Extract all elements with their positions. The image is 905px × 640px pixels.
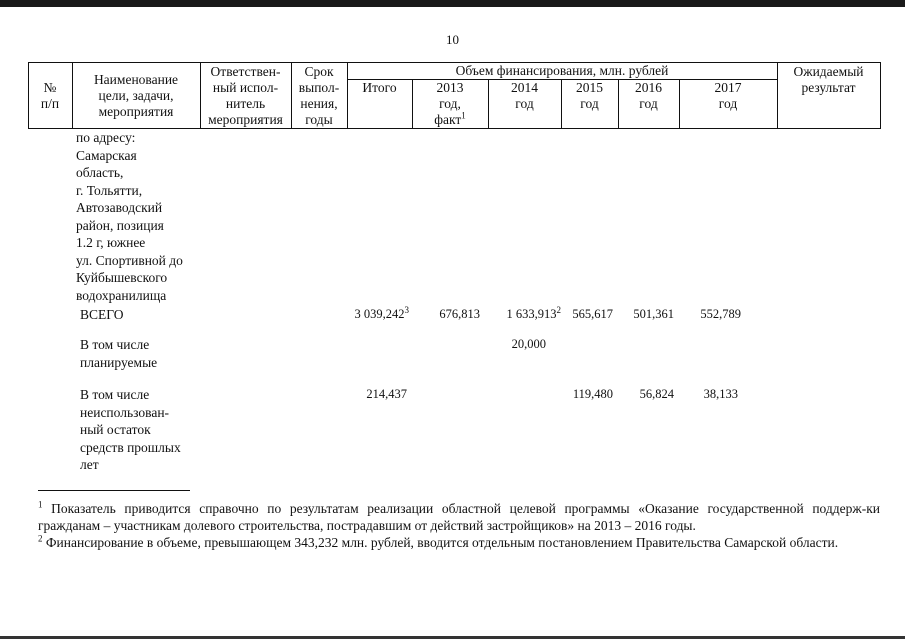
row-label: В том числе неиспользован- ный остаток средств прошлых лет <box>80 387 181 472</box>
page-number: 10 <box>446 32 459 47</box>
header-total: Итого <box>362 80 397 95</box>
header-name: Наименование цели, задачи, мероприятия <box>93 72 179 119</box>
y2014-value: 20,000 <box>511 337 546 351</box>
y2015-value: 119,480 <box>572 387 613 401</box>
header-2013: 2013 год, факт$^1$ <box>434 80 466 127</box>
header-2014: 2014 год <box>511 80 538 111</box>
y2017-value: 552,789 <box>700 307 741 321</box>
header-2017: 2017 год <box>714 80 742 111</box>
header-2015: 2015 год <box>576 80 603 111</box>
col-border <box>880 62 881 129</box>
header-financing-group: Объем финансирования, млн. рублей <box>455 63 669 78</box>
y2015-value: 565,617 <box>572 307 613 321</box>
y2013-value: 676,813 <box>439 307 480 321</box>
footnote-separator <box>38 490 190 491</box>
top-border-rule <box>0 0 905 7</box>
total-value: 3 039,242$^3$ <box>354 304 409 321</box>
row-label: ВСЕГО <box>80 307 124 322</box>
header-result: Ожидаемый результат <box>793 64 864 95</box>
footnote-2: $^2$ Финансирование в объеме, превышающем 343,232 млн. рублей, вводится отдельным постановлением Правительства Самарской области. <box>38 533 839 550</box>
header-responsible: Ответствен- ный испол- нитель мероприятия <box>208 64 283 127</box>
y2016-value: 56,824 <box>639 387 674 401</box>
row-label: В том числе планируемые <box>80 337 158 370</box>
y2017-value: 38,133 <box>703 387 738 401</box>
total-value: 214,437 <box>366 387 407 401</box>
header-num: № п/п <box>40 80 60 111</box>
header-2016: 2016 год <box>635 80 662 111</box>
footnote-1: $^1$ Показатель приводится справочно по результатам реализации областной целевой программы «Оказание государственной поддерж-ки гражданам – участникам долевого строительства, пострадавшим от действий застройщиков» на 2013 – 2016 годы. <box>38 499 880 533</box>
header-term: Срок выпол- нения, годы <box>298 64 340 127</box>
y2014-value: 1 633,913$^2$ <box>506 304 561 321</box>
y2016-value: 501,361 <box>633 307 674 321</box>
address-cell: по адресу: Самарская область, г. Тольятти, Автозаводский район, позиция 1.2 г, южнее ул. Спортивной до Куйбышевского водохранилища <box>76 130 183 303</box>
bottom-border-rule <box>0 636 905 639</box>
